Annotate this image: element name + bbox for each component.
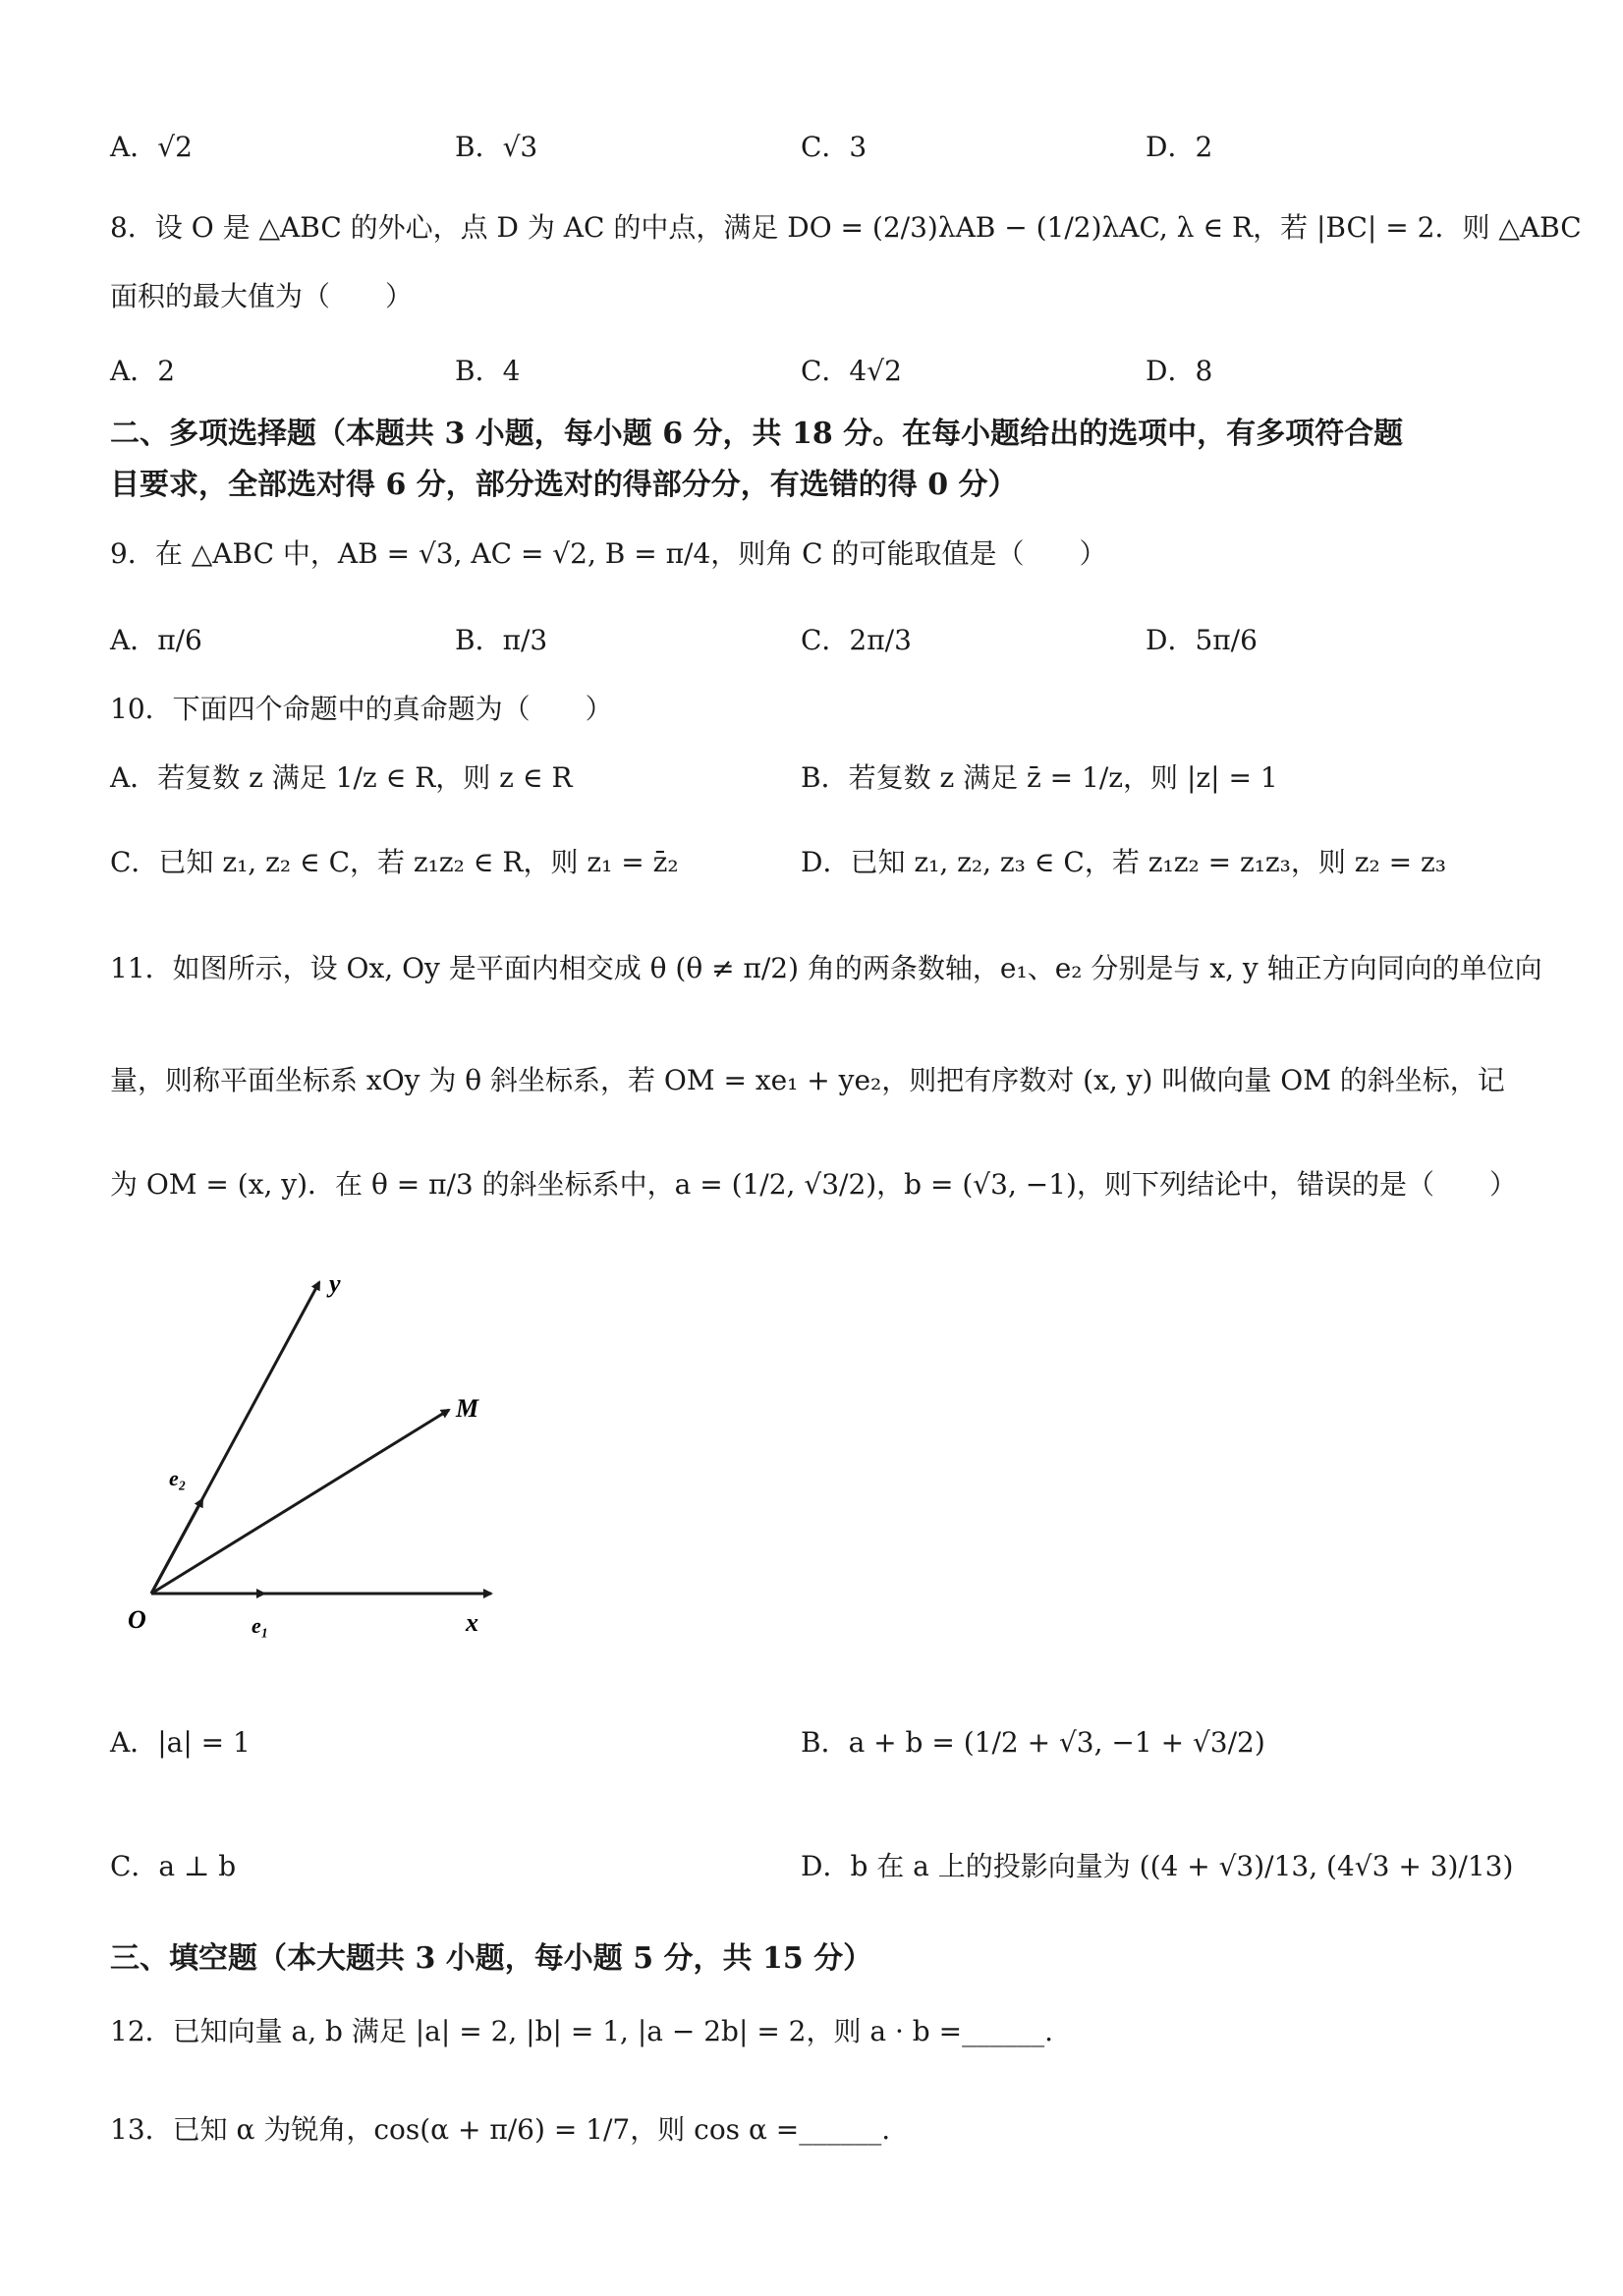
- q8-option-a: A．2: [110, 355, 176, 387]
- q10-option-b: B．若复数 z 满足 z̄ = 1/z，则 |z| = 1: [801, 761, 1278, 794]
- y-axis-label: y: [329, 1269, 341, 1298]
- question-9: 9．在 △ABC 中，AB = √3, AC = √2, B = π/4，则角 C 的可能取值是（ ）: [110, 537, 1107, 570]
- oblique-axes-figure: [110, 1248, 542, 1641]
- section-2-heading-line-2: 目要求，全部选对得 6 分，部分选对的得部分分，有选错的得 0 分）: [110, 468, 1018, 502]
- q11-option-b: B．a + b = (1/2 + √3, −1 + √3/2): [801, 1726, 1265, 1759]
- q7-option-a: A．√2: [110, 131, 193, 163]
- question-10: 10．下面四个命题中的真命题为（ ）: [110, 693, 613, 725]
- question-11-line-2: 量，则称平面坐标系 xOy 为 θ 斜坐标系，若 OM = xe₁ + ye₂，则把有序数对 (x, y) 叫做向量 OM 的斜坐标，记: [110, 1064, 1505, 1096]
- q7-option-c: C．3: [801, 131, 867, 163]
- section-2-heading-line-1: 二、多项选择题（本题共 3 小题，每小题 6 分，共 18 分。在每小题给出的选项中，有多项符合题: [110, 417, 1404, 451]
- question-12: 12．已知向量 a, b 满足 |a| = 2, |b| = 1, |a − 2b| = 2，则 a · b =______.: [110, 2015, 1053, 2047]
- q9-option-d: D．5π/6: [1146, 624, 1258, 656]
- q8-option-b: B．4: [455, 355, 521, 387]
- question-8-line-2: 面积的最大值为（ ）: [110, 280, 414, 312]
- q9-option-c: C．2π/3: [801, 624, 912, 656]
- point-m-label: M: [456, 1394, 479, 1423]
- e2-label: e₂: [169, 1466, 187, 1490]
- q11-option-c: C．a ⊥ b: [110, 1850, 237, 1882]
- q11-option-d: D．b 在 a 上的投影向量为 ((4 + √3)/13, (4√3 + 3)/13): [801, 1850, 1514, 1882]
- q9-option-b: B．π/3: [455, 624, 548, 656]
- question-8-line-1: 8．设 O 是 △ABC 的外心，点 D 为 AC 的中点，满足 DO = (2/3)λAB − (1/2)λAC, λ ∈ R，若 |BC| = 2．则 △ABC: [110, 211, 1582, 244]
- q7-option-d: D．2: [1146, 131, 1213, 163]
- q10-option-c: C．已知 z₁, z₂ ∈ C，若 z₁z₂ ∈ R，则 z₁ = z̄₂: [110, 846, 679, 878]
- question-13: 13．已知 α 为锐角，cos(α + π/6) = 1/7，则 cos α =______.: [110, 2113, 891, 2146]
- q11-option-a: A．|a| = 1: [110, 1726, 251, 1759]
- question-11-line-3: 为 OM = (x, y)．在 θ = π/3 的斜坐标系中，a = (1/2, √3/2)，b = (√3, −1)，则下列结论中，错误的是（ ）: [110, 1168, 1517, 1201]
- q8-option-c: C．4√2: [801, 355, 902, 387]
- q9-option-a: A．π/6: [110, 624, 202, 656]
- e1-label: e₁: [252, 1613, 269, 1638]
- q10-option-d: D．已知 z₁, z₂, z₃ ∈ C，若 z₁z₂ = z₁z₃，则 z₂ = z₃: [801, 846, 1447, 878]
- om-vector-line: [151, 1410, 449, 1594]
- question-11-line-1: 11．如图所示，设 Ox, Oy 是平面内相交成 θ (θ ≠ π/2) 角的两条数轴，e₁、e₂ 分别是与 x, y 轴正方向同向的单位向: [110, 952, 1542, 984]
- origin-label: O: [128, 1605, 146, 1634]
- q8-option-d: D．8: [1146, 355, 1213, 387]
- section-3-heading: 三、填空题（本大题共 3 小题，每小题 5 分，共 15 分）: [110, 1941, 873, 1976]
- x-axis-label: x: [466, 1608, 478, 1637]
- q7-option-b: B．√3: [455, 131, 538, 163]
- q10-option-a: A．若复数 z 满足 1/z ∈ R，则 z ∈ R: [110, 761, 573, 794]
